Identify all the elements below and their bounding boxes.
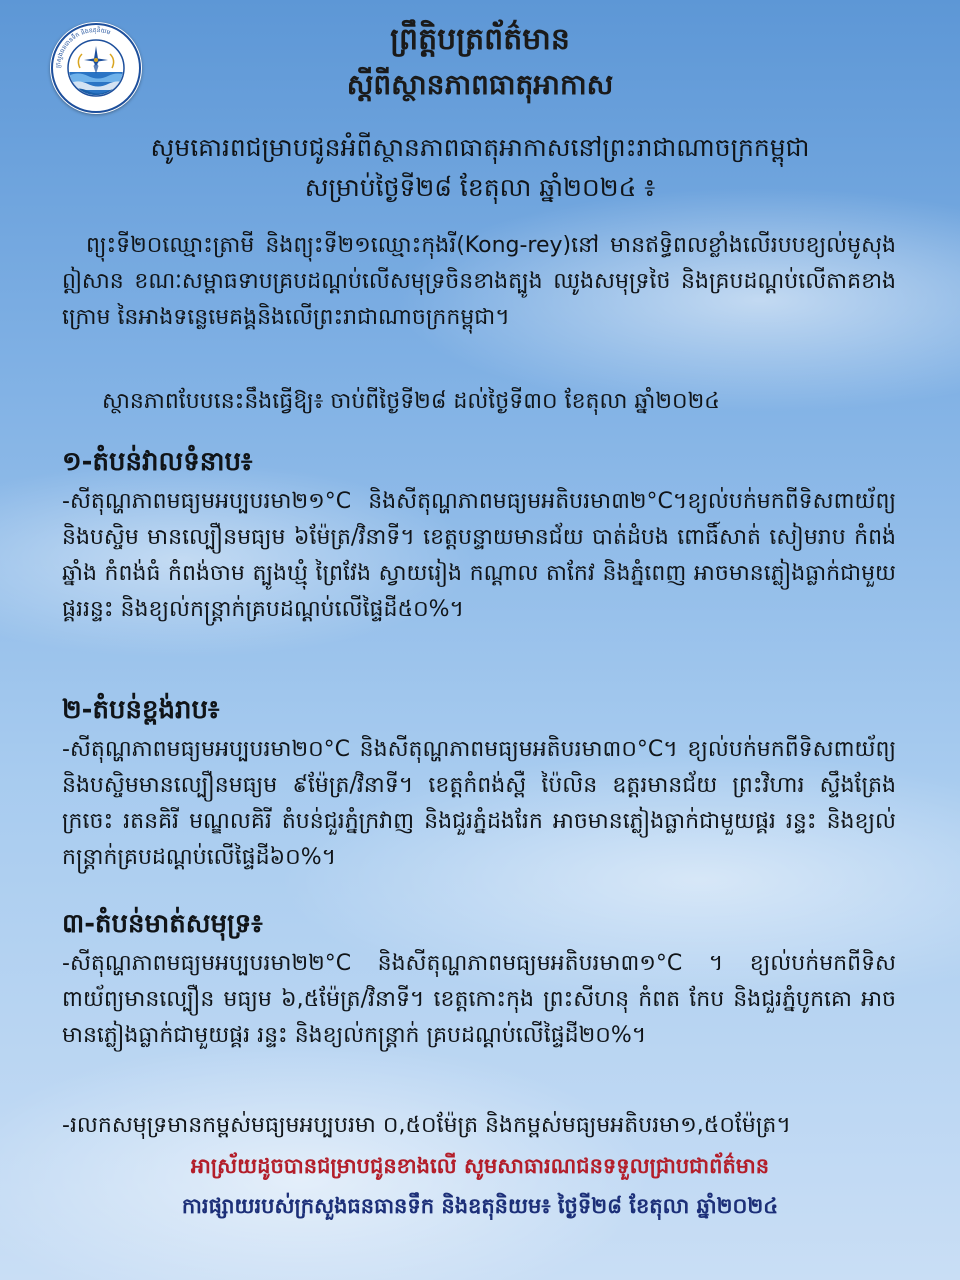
intro-line-2: សម្រាប់ថ្ងៃទី២៨ ខែតុលា ឆ្នាំ២០២៤ ៖ (304, 173, 656, 202)
bulletin-title: ព្រឹត្តិបត្រព័ត៌មាន (390, 22, 570, 57)
region-text-coastal: -សីតុណ្ហភាពមធ្យមអប្បបរមា២២°C និងសីតុណ្ហភាពមធ្យមអតិបរមា៣១°C ។ ខ្យល់បក់មកពីទិសពាយ័ព្យមានល្បឿន មធ្យម ៦,៥ម៉ែត្រ/វិនាទី។ ខេត្តកោះកុង ព្រះសីហនុ កំពត កែប និងជួរភ្នំបូកគោ អាចមានភ្លៀងធ្លាក់ជាមួយផ្គរ រន្ទះ និងខ្យល់កន្ត្រាក់ គ្របដណ្តប់លើផ្ទៃដី២០%។ (62, 951, 896, 1048)
logo-ring-text: ក្រសួងធនធានទឹក និងឧតុនិយម (54, 26, 112, 69)
region-heading-plateau: ២-តំបន់ខ្ពង់រាប៖ (62, 695, 220, 725)
region-text-plateau: -សីតុណ្ហភាពមធ្យមអប្បបរមា២០°C និងសីតុណ្ហភាពមធ្យមអតិបរមា៣០°C។ ខ្យល់បក់មកពីទិសពាយ័ព្យ និងបស្ចិមមានល្បឿនមធ្យម ៩ម៉ែត្រ/វិនាទី។ ខេត្តកំពង់ស្ពឺ ប៉ៃលិន ឧត្តរមានជ័យ ព្រះវិហារ ស្ទឹងត្រែង ក្រចេះ រតនគិរី មណ្ឌលគិរី តំបន់ជួរភ្នំក្រវាញ និងជួរភ្នំដងរែក អាចមានភ្លៀងធ្លាក់ជាមួយផ្គរ រន្ទះ និងខ្យល់កន្ត្រាក់គ្របដណ្តប់លើផ្ទៃដី៦០%។ (62, 737, 896, 870)
region-heading-lowland: ១-តំបន់វាលទំនាប៖ (62, 447, 253, 477)
wave-height-note: -រលកសមុទ្រមានកម្ពស់មធ្យមអប្បបរមា ០,៥០ម៉ែត្រ និងកម្ពស់មធ្យមអតិបរមា១,៥០ម៉ែត្រ។ (62, 1113, 791, 1138)
intro-line-1: សូមគោរពជម្រាបជូនអំពីស្ថានភាពធាតុអាកាសនៅព្រះរាជាណាចក្រកម្ពុជា (150, 133, 810, 162)
footer-note: អាស្រ័យដូចបានជម្រាបជូនខាងលើ សូមសាធារណជនទទួលជ្រាបជាព័ត៌មាន (190, 1154, 770, 1178)
summary-paragraph: ព្យុះទី២០ឈ្មោះត្រាមី និងព្យុះទី២១ឈ្មោះកុងរី(Kong-rey)នៅ មានឥទ្ធិពលខ្លាំងលើរបបខ្យល់មូសុងឦសាន ខណៈសម្ពាធទាបគ្របដណ្តប់លើសមុទ្រចិនខាងត្បូង ឈូងសមុទ្រថៃ និងគ្របដណ្តប់លើតាគខាងក្រោម នៃអាងទន្លេមេគង្គនិងលើព្រះរាជាណាចក្រកម្ពុជា។ (62, 233, 896, 330)
region-heading-coastal: ៣-តំបន់មាត់សមុទ្រ៖ (62, 909, 263, 939)
footer-source: ការផ្សាយរបស់ក្រសួងធនធានទឹក និងឧតុនិយម៖ ថ្ងៃទី២៨ ខែតុលា ឆ្នាំ២០២៤ (181, 1194, 779, 1218)
region-text-lowland: -សីតុណ្ហភាពមធ្យមអប្បបរមា២១°C និងសីតុណ្ហភាពមធ្យមអតិបរមា៣២°C។ខ្យល់បក់មកពីទិសពាយ័ព្យ និងបស្ចិម មានល្បឿនមធ្យម ៦ម៉ែត្រ/វិនាទី។ ខេត្តបន្ទាយមានជ័យ បាត់ដំបង ពោធិ៍សាត់ សៀមរាប កំពង់ឆ្នាំង កំពង់ធំ កំពង់ចាម ត្បូងឃ្មុំ ព្រៃវែង ស្វាយរៀង កណ្តាល តាកែវ និងភ្នំពេញ អាចមានភ្លៀងធ្លាក់ជាមួយផ្គររន្ទះ និងខ្យល់កន្ត្រាក់គ្របដណ្តប់លើផ្ទៃដី៥០%។ (62, 489, 896, 622)
intro (60, 128, 900, 208)
forecast-period: ស្ថានភាពបែបនេះនឹងធ្វើឱ្យ៖ ចាប់ពីថ្ងៃទី២៨ ដល់ថ្ងៃទី៣០ ខែតុលា ឆ្នាំ២០២៤ (102, 389, 720, 414)
bulletin-subtitle: ស្តីពីស្ថានភាពធាតុអាកាស (346, 68, 614, 101)
